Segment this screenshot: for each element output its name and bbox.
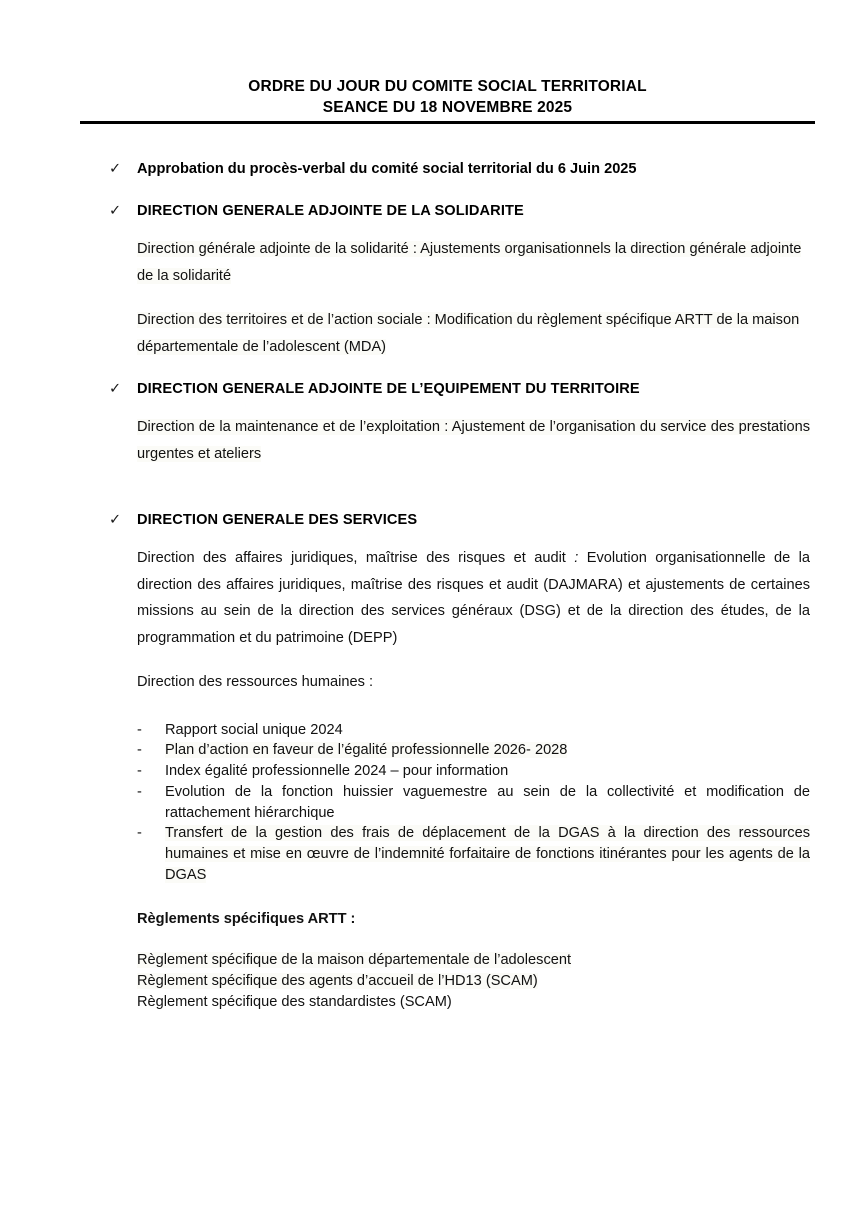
spacer xyxy=(0,531,862,545)
agenda-item-dga-equipement-label: DIRECTION GENERALE ADJOINTE DE L’EQUIPEMENT DU TERRITOIRE xyxy=(137,381,640,397)
paragraph-dgs-1-colon: : xyxy=(565,550,587,566)
paragraph-dgs-1-body: Evolution organisationnelle de la direction des affaires juridiques, maîtrise des risques et audit (DAJMARA) et ajustements de certaines missions au sein de la direction des services généraux (DSG) et de la direction des études, de la programmation et du patrimoine (DEPP) xyxy=(137,550,811,646)
dash-bullet-icon: - xyxy=(137,825,142,842)
paragraph-dgs-1 xyxy=(137,545,810,651)
paragraph-dgs-1-subject: Direction des affaires juridiques, maîtrise des risques et audit xyxy=(137,550,566,566)
document-header xyxy=(80,76,815,118)
page-title-line-1: ORDRE DU JOUR DU COMITE SOCIAL TERRITORIAL xyxy=(248,78,647,95)
dash-bullet-icon: - xyxy=(137,721,142,738)
dash-bullet-icon: - xyxy=(137,783,142,800)
paragraph-dga-equipement-1-text: Direction de la maintenance et de l’exploitation : Ajustement de l’organisation du service des prestations urgentes et ateliers xyxy=(137,419,810,462)
check-icon: ✓ xyxy=(109,512,122,528)
dash-bullet-icon: - xyxy=(137,742,142,759)
list-item xyxy=(137,823,810,885)
spacer xyxy=(0,651,862,669)
list-item-label: Transfert de la gestion des frais de déplacement de la DGAS à la direction des ressources humaines et mise en œuvre de l’indemnité forfaitaire de fonctions itinérantes pour les agents de la DGAS xyxy=(165,825,810,884)
agenda-item-dgas-solidarite xyxy=(0,200,862,222)
heading-artt-text: Règlements spécifiques ARTT : xyxy=(137,910,356,927)
spacer xyxy=(0,222,862,236)
artt-line xyxy=(137,950,810,971)
page-title-line-2: SEANCE DU 18 NOVEMBRE 2025 xyxy=(322,99,573,116)
spacer xyxy=(0,467,862,509)
artt-line-text: Règlement spécifique de la maison départementale de l’adolescent xyxy=(137,952,572,969)
spacer xyxy=(0,400,862,414)
paragraph-dgas-solidarite-2 xyxy=(137,307,810,360)
list-item xyxy=(137,782,810,824)
agenda-item-dgs xyxy=(0,509,862,531)
list-item-label: Rapport social unique 2024 xyxy=(165,721,343,738)
paragraph-drh-intro-text: Direction des ressources humaines : xyxy=(137,674,374,690)
artt-line xyxy=(137,992,810,1013)
list-item xyxy=(137,761,810,782)
agenda-item-approbation xyxy=(0,158,862,180)
spacer xyxy=(0,360,862,378)
spacer xyxy=(0,180,862,200)
check-icon: ✓ xyxy=(109,381,122,397)
paragraph-dgas-solidarite-2-text: Direction des territoires et de l’action sociale : Modification du règlement spécifique ARTT de la maison départementale de l’adolescent (MDA) xyxy=(137,312,800,355)
artt-line-text: Règlement spécifique des standardistes (SCAM) xyxy=(137,994,452,1011)
check-icon: ✓ xyxy=(109,161,122,177)
spacer xyxy=(0,696,862,720)
list-item-label: Plan d’action en faveur de l’égalité professionnelle 2026- 2028 xyxy=(165,742,568,759)
artt-line-text: Règlement spécifique des agents d’accueil de l’HD13 (SCAM) xyxy=(137,973,538,990)
dash-bullet-icon: - xyxy=(137,763,142,780)
paragraph-dgas-solidarite-1 xyxy=(137,236,810,289)
heading-artt xyxy=(137,906,810,933)
list-item xyxy=(137,740,810,761)
check-icon: ✓ xyxy=(109,203,122,219)
agenda-item-dga-equipement xyxy=(0,378,862,400)
document-body xyxy=(0,158,862,1013)
spacer xyxy=(0,886,862,906)
artt-regulation-lines xyxy=(137,950,810,1013)
header-divider xyxy=(80,121,815,124)
paragraph-dgas-solidarite-1-text: Direction générale adjointe de la solidarité : Ajustements organisationnels la direction générale adjointe de la solidarité xyxy=(137,241,802,284)
agenda-item-approbation-label: Approbation du procès-verbal du comité social territorial du 6 Juin 2025 xyxy=(137,161,637,177)
agenda-item-dgas-solidarite-label: DIRECTION GENERALE ADJOINTE DE LA SOLIDARITE xyxy=(137,203,524,219)
spacer xyxy=(0,932,862,950)
list-item-label: Index égalité professionnelle 2024 – pour information xyxy=(165,763,509,780)
list-item xyxy=(137,720,810,741)
paragraph-drh-intro xyxy=(137,669,810,696)
artt-line xyxy=(137,971,810,992)
spacer xyxy=(0,289,862,307)
drh-item-list xyxy=(137,720,810,886)
agenda-item-dgs-label: DIRECTION GENERALE DES SERVICES xyxy=(137,512,418,528)
list-item-label: Evolution de la fonction huissier vaguemestre au sein de la collectivité et modification de rattachement hiérarchique xyxy=(165,783,810,821)
paragraph-dga-equipement-1 xyxy=(137,414,810,467)
